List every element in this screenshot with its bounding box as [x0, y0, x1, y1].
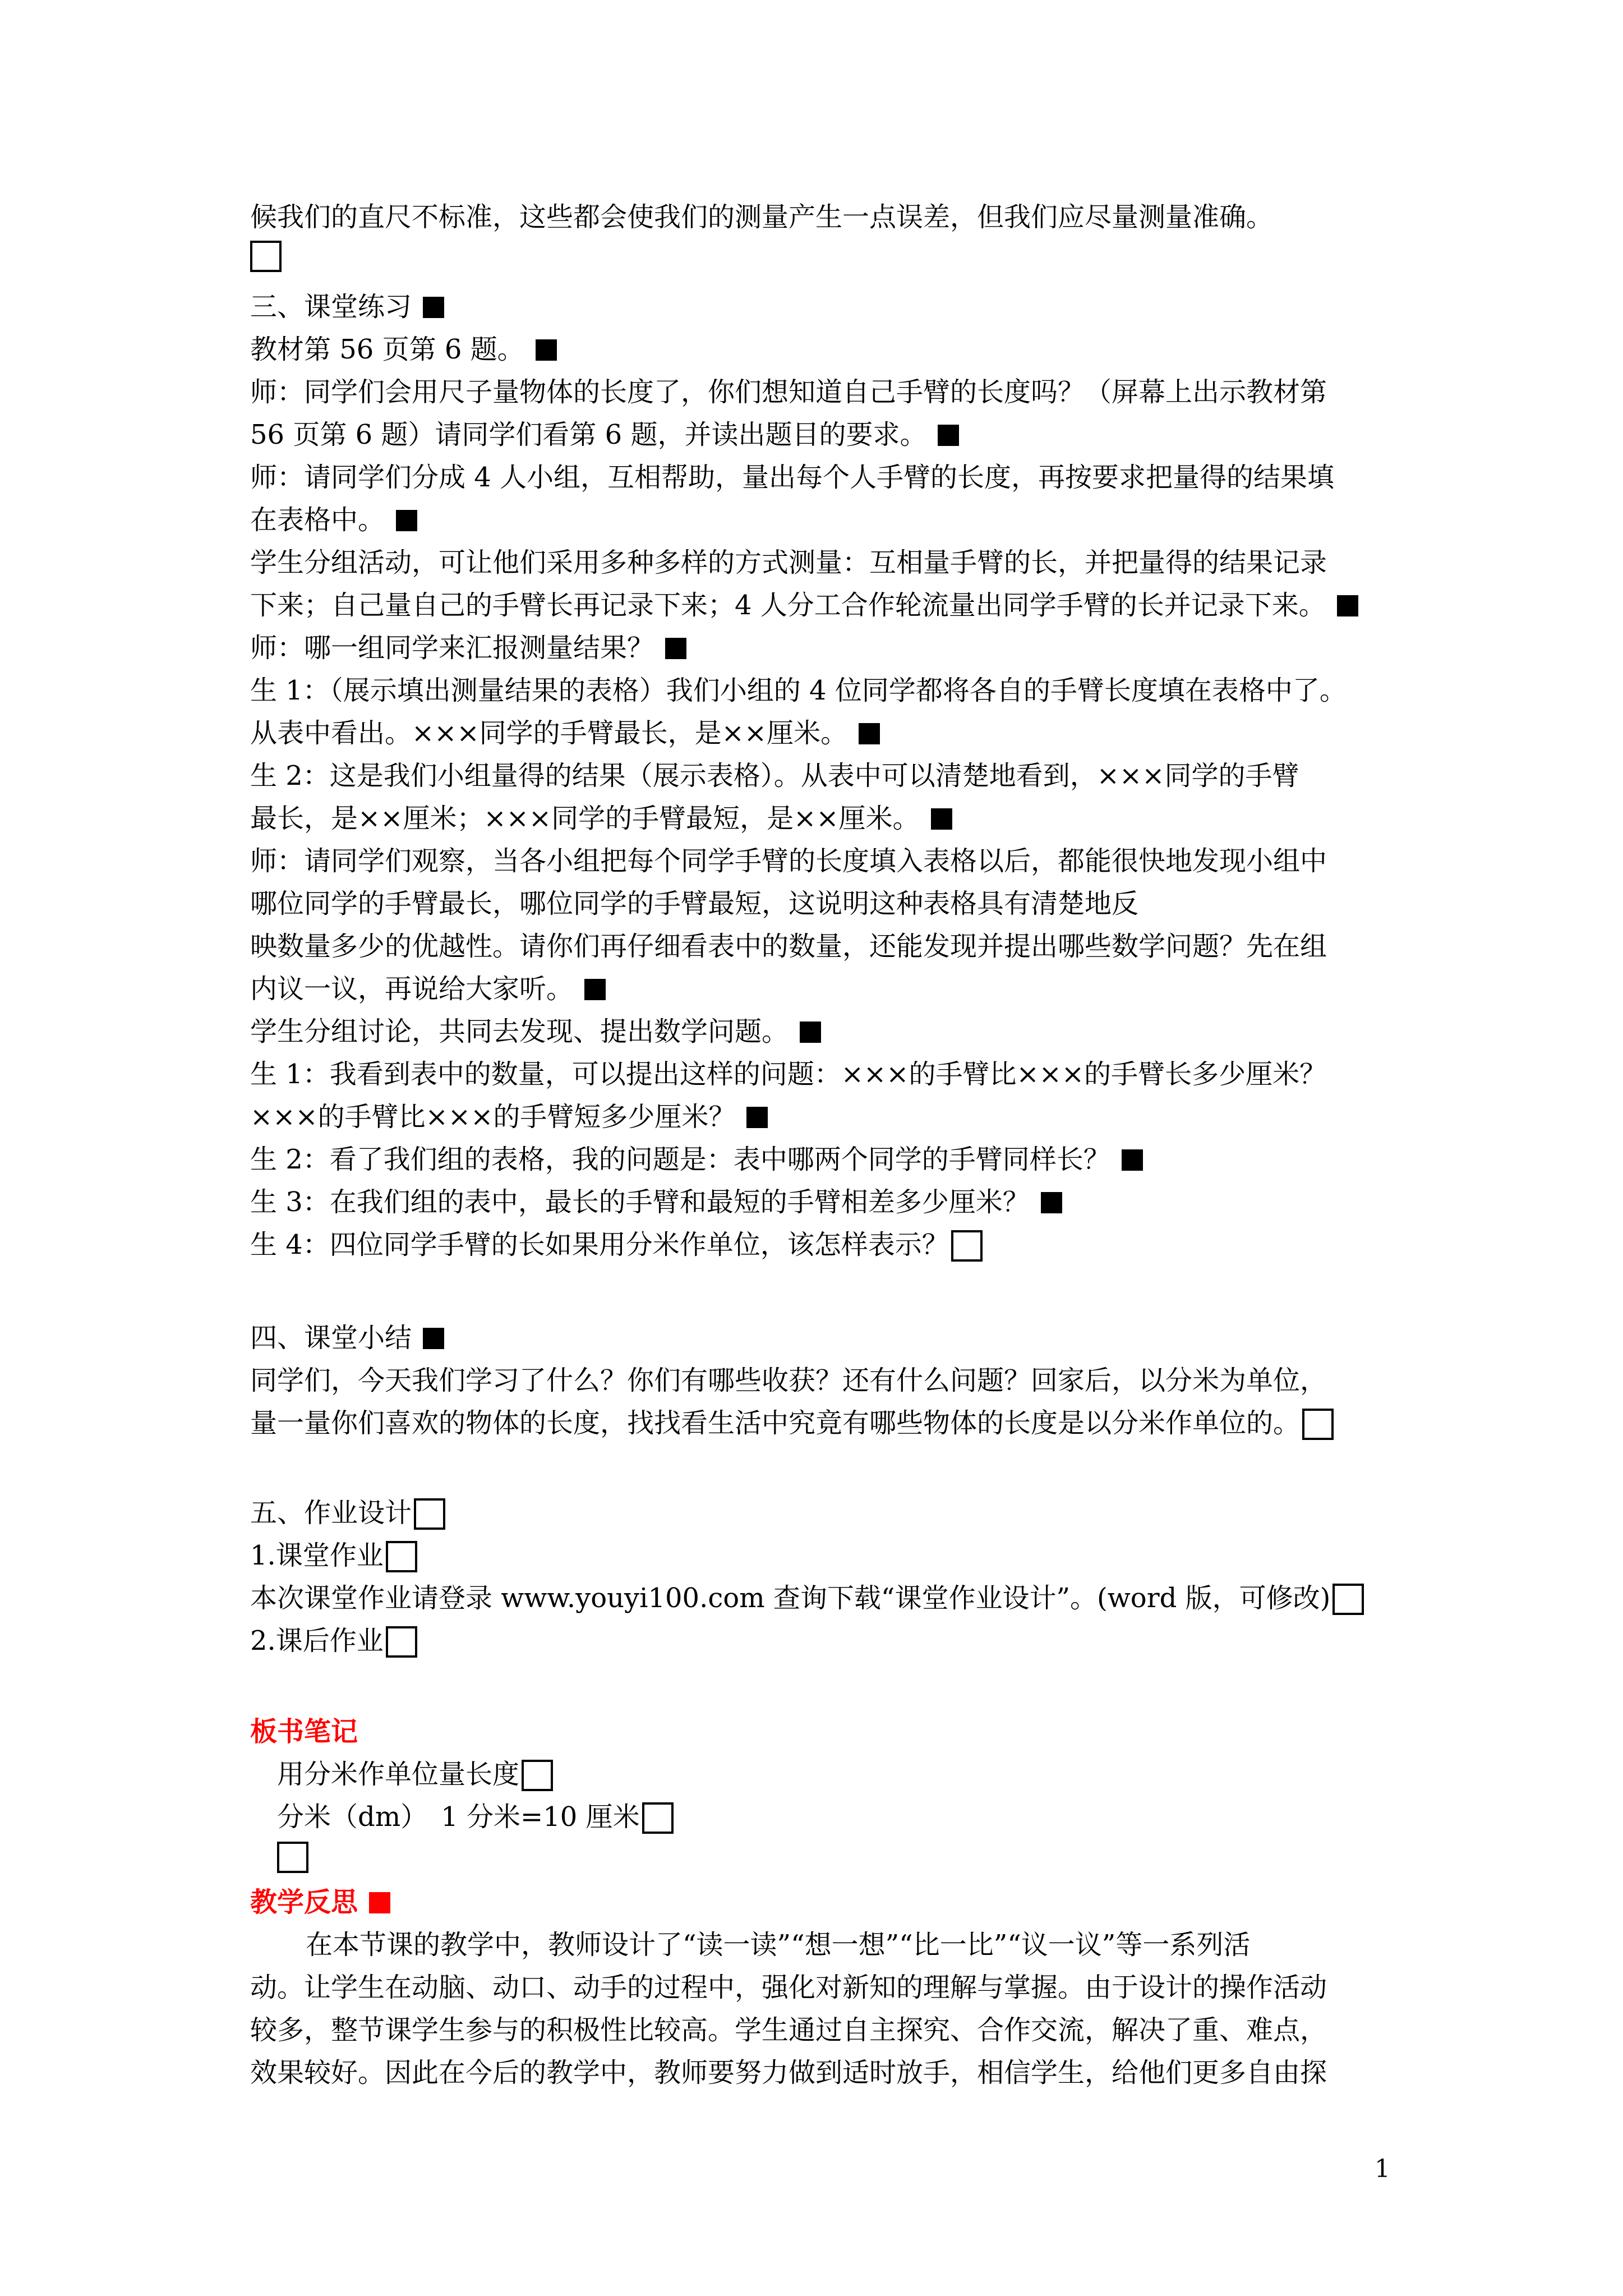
paragraph-line — [306, 1928, 1250, 1962]
line-text: 本次课堂作业请登录 www.youyi100.com 查询下载“课堂作业设计”。(word 版，可修改) — [250, 1582, 1331, 1614]
square-marker — [938, 425, 959, 446]
line-text: 用分米作单位量长度 — [277, 1759, 520, 1790]
square-marker — [1041, 1192, 1062, 1213]
paragraph-line — [250, 503, 417, 537]
paragraph-line — [277, 1757, 553, 1791]
paragraph-line — [250, 844, 1327, 878]
paragraph-line — [250, 1624, 417, 1658]
paragraph-line — [250, 546, 1327, 579]
paragraph-line — [250, 2056, 1327, 2090]
paragraph-line — [250, 674, 1347, 707]
paragraph-line — [250, 1539, 417, 1572]
line-text: 教材第 56 页第 6 题。 — [250, 334, 524, 365]
section-heading — [250, 1321, 444, 1355]
line-text: 从表中看出。×××同学的手臂最长，是××厘米。 — [250, 717, 848, 749]
paragraph-line — [250, 1364, 1327, 1397]
paragraph-line — [250, 1015, 821, 1048]
line-text: 同学们，今天我们学习了什么？你们有哪些收获？还有什么问题？回家后，以分米为单位， — [250, 1365, 1327, 1396]
line-text: 板书笔记 — [250, 1716, 358, 1747]
line-text: 生 4：四位同学手臂的长如果用分米作单位，该怎样表示？ — [250, 1229, 949, 1260]
paragraph-line — [250, 1581, 1364, 1615]
line-text: 师：请同学们观察，当各小组把每个同学手臂的长度填入表格以后，都能很快地发现小组中 — [250, 845, 1327, 877]
empty-box — [1332, 1584, 1364, 1615]
square-marker — [369, 1892, 390, 1913]
line-text: 2.课后作业 — [250, 1625, 384, 1657]
reflection-heading — [250, 1885, 390, 1919]
paragraph-line — [250, 1971, 1327, 2004]
paragraph-line — [250, 588, 1358, 622]
paragraph-line — [250, 972, 606, 1006]
line-text: 生 1：（展示填出测量结果的表格）我们小组的 4 位同学都将各自的手臂长度填在表格中了。 — [250, 675, 1347, 706]
line-text: 内议一议，再说给大家听。 — [250, 973, 574, 1005]
empty-box — [951, 1230, 983, 1262]
line-text: 师：同学们会用尺子量物体的长度了，你们想知道自己手臂的长度吗？（屏幕上出示教材第 — [250, 376, 1327, 408]
paragraph-line — [250, 461, 1334, 494]
empty-box — [414, 1498, 445, 1530]
line-text: 效果较好。因此在今后的教学中，教师要努力做到适时放手，相信学生，给他们更多自由探 — [250, 2057, 1327, 2088]
line-text: 五、作业设计 — [250, 1497, 412, 1529]
square-marker — [800, 1022, 821, 1043]
line-text: 56 页第 6 题）请同学们看第 6 题，并读出题目的要求。 — [250, 419, 927, 450]
paragraph-line — [250, 200, 1273, 234]
section-heading — [250, 1496, 445, 1530]
board-notes-heading — [250, 1715, 358, 1749]
square-marker — [396, 510, 417, 531]
empty-box — [1302, 1409, 1334, 1440]
paragraph-line — [250, 1057, 1326, 1091]
line-text: 三、课堂练习 — [250, 291, 412, 323]
line-text: 较多，整节课学生参与的积极性比较高。学生通过自主探究、合作交流，解决了重、难点， — [250, 2014, 1327, 2046]
paragraph-line — [250, 802, 952, 835]
paragraph-line — [250, 631, 686, 665]
square-marker — [931, 808, 952, 830]
square-marker — [536, 339, 557, 361]
empty-box — [250, 241, 282, 272]
line-text: 师：请同学们分成 4 人小组，互相帮助，量出每个人手臂的长度，再按要求把量得的结果填 — [250, 462, 1335, 493]
line-text: 下来；自己量自己的手臂长再记录下来；4 人分工合作轮流量出同学手臂的长并记录下来。 — [250, 590, 1326, 621]
paragraph-line — [250, 333, 557, 366]
line-text: 学生分组讨论，共同去发现、提出数学问题。 — [250, 1016, 789, 1047]
empty-box — [386, 1626, 417, 1658]
paragraph-line — [250, 375, 1327, 409]
section-heading — [250, 290, 444, 324]
page-number: 1 — [1375, 2155, 1390, 2183]
empty-box — [386, 1541, 417, 1572]
line-text: ×××的手臂比×××的手臂短多少厘米？ — [250, 1101, 736, 1133]
line-text: 1.课堂作业 — [250, 1540, 384, 1571]
line-text: 生 3：在我们组的表中，最长的手臂和最短的手臂相差多少厘米？ — [250, 1186, 1030, 1218]
line-text: 学生分组活动，可让他们采用多种多样的方式测量：互相量手臂的长，并把量得的结果记录 — [250, 547, 1327, 578]
line-text: 在表格中。 — [250, 504, 385, 536]
square-marker — [1122, 1149, 1143, 1171]
paragraph-line — [250, 759, 1299, 793]
paragraph-line — [250, 887, 1138, 921]
line-text: 四、课堂小结 — [250, 1322, 412, 1354]
square-marker — [859, 723, 880, 744]
paragraph-line — [250, 1185, 1062, 1219]
line-text: 最长，是××厘米；×××同学的手臂最短，是××厘米。 — [250, 803, 920, 834]
line-text: 生 2：这是我们小组量得的结果（展示表格）。从表中可以清楚地看到，×××同学的手臂 — [250, 760, 1299, 792]
empty-box — [522, 1760, 553, 1791]
square-marker — [584, 979, 606, 1000]
line-text: 师：哪一组同学来汇报测量结果？ — [250, 632, 654, 664]
paragraph-line — [277, 1800, 674, 1834]
paragraph-line — [250, 1228, 983, 1262]
paragraph-line — [250, 1100, 768, 1134]
line-text: 哪位同学的手臂最长，哪位同学的手臂最短，这说明这种表格具有清楚地反 — [250, 888, 1139, 919]
line-text: 教学反思 — [250, 1887, 358, 1918]
line-text: 动。让学生在动脑、动口、动手的过程中，强化对新知的理解与掌握。由于设计的操作活动 — [250, 1972, 1327, 2003]
paragraph-line — [250, 1406, 1334, 1440]
line-text: 候我们的直尺不标准，这些都会使我们的测量产生一点误差，但我们应尽量测量准确。 — [250, 201, 1274, 233]
empty-box — [642, 1802, 674, 1834]
paragraph-line — [250, 1143, 1143, 1176]
square-marker — [665, 638, 686, 659]
line-text: 生 1：我看到表中的数量，可以提出这样的问题：×××的手臂比×××的手臂长多少厘米？ — [250, 1059, 1327, 1090]
empty-box — [277, 1842, 308, 1873]
paragraph-line — [250, 2013, 1327, 2047]
square-marker — [1337, 595, 1358, 616]
square-marker — [423, 1328, 444, 1349]
paragraph-line — [250, 930, 1327, 963]
line-text: 映数量多少的优越性。请你们再仔细看表中的数量，还能发现并提出哪些数学问题？先在组 — [250, 931, 1327, 962]
line-text: 在本节课的教学中，教师设计了“读一读”“想一想”“比一比”“议一议”等一系列活 — [306, 1929, 1251, 1961]
paragraph-line — [250, 716, 880, 750]
square-marker — [746, 1107, 768, 1128]
line-text: 量一量你们喜欢的物体的长度，找找看生活中究竟有哪些物体的长度是以分米作单位的。 — [250, 1407, 1301, 1439]
paragraph-line — [250, 418, 959, 452]
square-marker — [423, 297, 444, 318]
line-text: 生 2：看了我们组的表格，我的问题是：表中哪两个同学的手臂同样长？ — [250, 1144, 1110, 1175]
line-text: 分米（dm） 1 分米=10 厘米 — [277, 1801, 640, 1833]
